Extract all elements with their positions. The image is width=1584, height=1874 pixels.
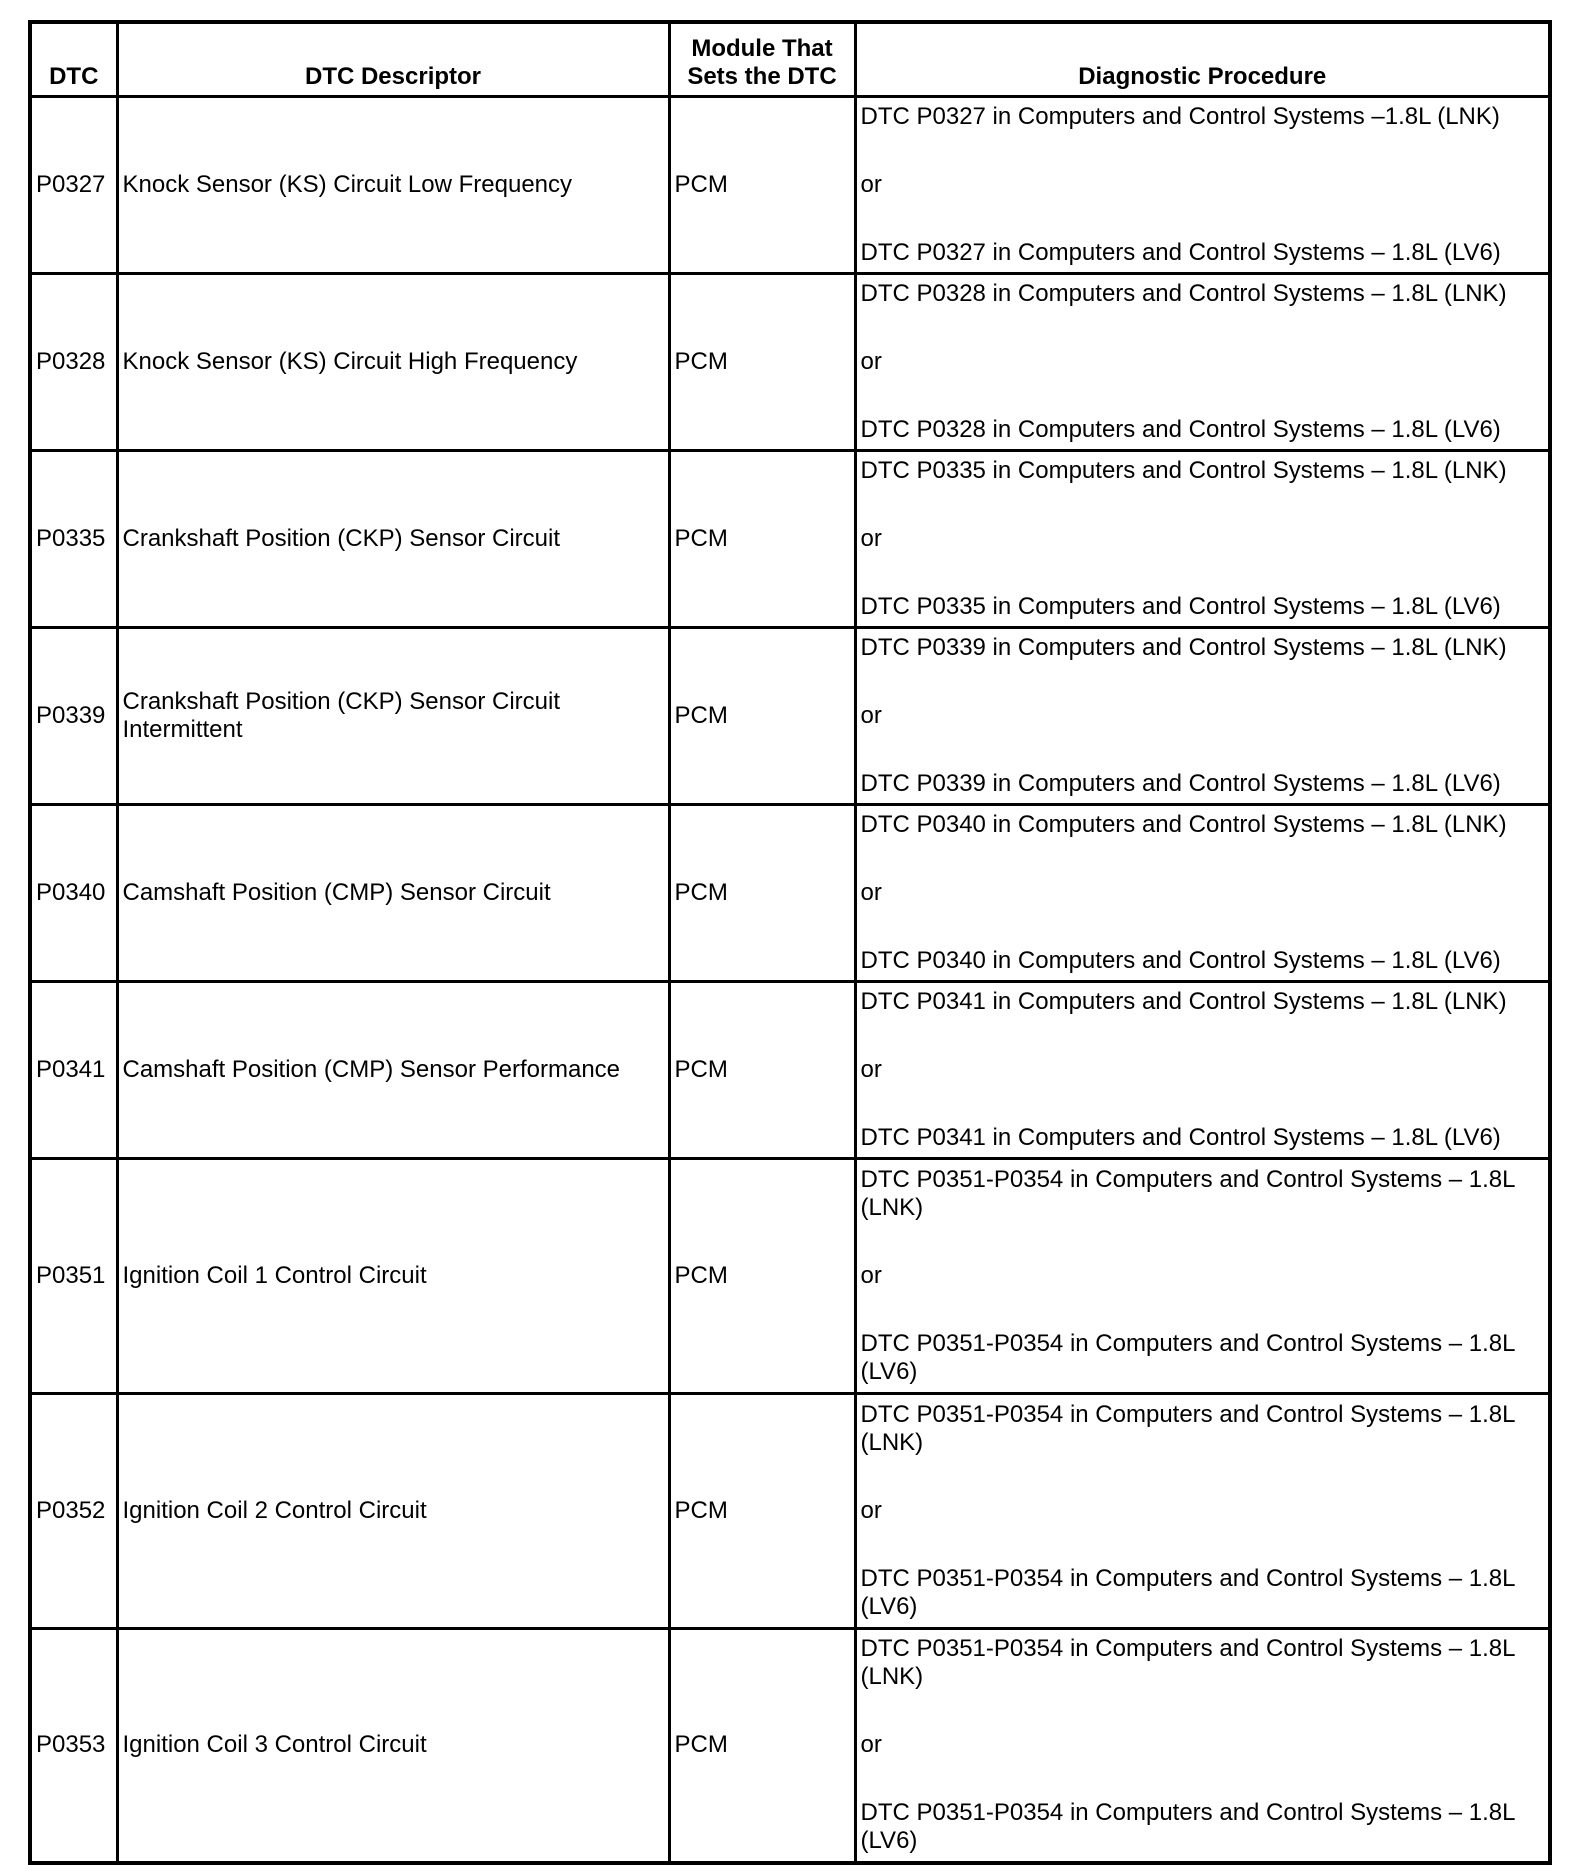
procedure-lnk: DTC P0327 in Computers and Control Systems –1.8L (LNK) (860, 102, 1500, 130)
diagnostic-procedure (855, 450, 1550, 627)
table-row (30, 1393, 1550, 1628)
table-row (30, 96, 1550, 273)
dtc-code: P0327 (30, 96, 117, 273)
dtc-descriptor: Crankshaft Position (CKP) Sensor Circuit Intermittent (117, 627, 669, 804)
header-module: Module That Sets the DTC (669, 22, 855, 96)
dtc-descriptor: Knock Sensor (KS) Circuit High Frequency (117, 273, 669, 450)
procedure-or: or (860, 170, 882, 198)
procedure-lv6: DTC P0341 in Computers and Control Systems – 1.8L (LV6) (860, 1123, 1501, 1151)
dtc-code: P0353 (30, 1628, 117, 1863)
dtc-code: P0335 (30, 450, 117, 627)
diagnostic-procedure (855, 96, 1550, 273)
dtc-code: P0328 (30, 273, 117, 450)
dtc-module: PCM (669, 1158, 855, 1393)
dtc-table (28, 20, 1552, 1865)
procedure-lv6: DTC P0351-P0354 in Computers and Control Systems – 1.8L (LV6) (860, 1564, 1515, 1620)
diagnostic-procedure (855, 1393, 1550, 1628)
diagnostic-procedure (855, 804, 1550, 981)
procedure-lnk: DTC P0328 in Computers and Control Systems – 1.8L (LNK) (860, 279, 1507, 307)
procedure-lv6: DTC P0327 in Computers and Control Systems – 1.8L (LV6) (860, 238, 1501, 266)
procedure-or: or (860, 1731, 882, 1759)
table-header-row (30, 22, 1550, 96)
procedure-lnk: DTC P0351-P0354 in Computers and Control Systems – 1.8L (LNK) (860, 1635, 1515, 1691)
diagnostic-procedure (855, 1628, 1550, 1863)
procedure-or: or (860, 524, 882, 552)
dtc-module: PCM (669, 273, 855, 450)
procedure-or: or (860, 878, 882, 906)
table-row (30, 627, 1550, 804)
table-row (30, 450, 1550, 627)
procedure-lnk: DTC P0340 in Computers and Control Systems – 1.8L (LNK) (860, 810, 1507, 838)
dtc-descriptor: Ignition Coil 1 Control Circuit (117, 1158, 669, 1393)
dtc-descriptor: Camshaft Position (CMP) Sensor Performance (117, 981, 669, 1158)
procedure-or: or (860, 1055, 882, 1083)
procedure-lnk: DTC P0335 in Computers and Control Systems – 1.8L (LNK) (860, 456, 1507, 484)
procedure-lv6: DTC P0351-P0354 in Computers and Control Systems – 1.8L (LV6) (860, 1799, 1515, 1855)
diagnostic-procedure (855, 1158, 1550, 1393)
dtc-descriptor: Crankshaft Position (CKP) Sensor Circuit (117, 450, 669, 627)
table-row (30, 981, 1550, 1158)
procedure-lv6: DTC P0351-P0354 in Computers and Control Systems – 1.8L (LV6) (860, 1329, 1515, 1385)
procedure-or: or (860, 701, 882, 729)
table-row (30, 273, 1550, 450)
dtc-code: P0340 (30, 804, 117, 981)
dtc-module: PCM (669, 627, 855, 804)
dtc-module: PCM (669, 981, 855, 1158)
dtc-module: PCM (669, 804, 855, 981)
table-row (30, 804, 1550, 981)
procedure-lv6: DTC P0339 in Computers and Control Systems – 1.8L (LV6) (860, 769, 1501, 797)
dtc-module: PCM (669, 450, 855, 627)
procedure-lnk: DTC P0351-P0354 in Computers and Control Systems – 1.8L (LNK) (860, 1165, 1515, 1221)
dtc-descriptor: Ignition Coil 3 Control Circuit (117, 1628, 669, 1863)
procedure-or: or (860, 1261, 882, 1289)
dtc-descriptor: Camshaft Position (CMP) Sensor Circuit (117, 804, 669, 981)
header-dtc: DTC (30, 22, 117, 96)
dtc-module: PCM (669, 1628, 855, 1863)
procedure-lv6: DTC P0340 in Computers and Control Systems – 1.8L (LV6) (860, 946, 1501, 974)
table-row (30, 1628, 1550, 1863)
procedure-lnk: DTC P0351-P0354 in Computers and Control Systems – 1.8L (LNK) (860, 1400, 1515, 1456)
dtc-code: P0351 (30, 1158, 117, 1393)
dtc-module: PCM (669, 96, 855, 273)
diagnostic-procedure (855, 981, 1550, 1158)
dtc-module: PCM (669, 1393, 855, 1628)
dtc-descriptor: Knock Sensor (KS) Circuit Low Frequency (117, 96, 669, 273)
dtc-code: P0352 (30, 1393, 117, 1628)
diagnostic-procedure (855, 273, 1550, 450)
procedure-lv6: DTC P0328 in Computers and Control Systems – 1.8L (LV6) (860, 415, 1501, 443)
header-descriptor: DTC Descriptor (117, 22, 669, 96)
procedure-or: or (860, 347, 882, 375)
procedure-or: or (860, 1496, 882, 1524)
header-procedure: Diagnostic Procedure (855, 22, 1550, 96)
diagnostic-procedure (855, 627, 1550, 804)
dtc-descriptor: Ignition Coil 2 Control Circuit (117, 1393, 669, 1628)
procedure-lnk: DTC P0341 in Computers and Control Systems – 1.8L (LNK) (860, 987, 1507, 1015)
procedure-lnk: DTC P0339 in Computers and Control Systems – 1.8L (LNK) (860, 633, 1507, 661)
procedure-lv6: DTC P0335 in Computers and Control Systems – 1.8L (LV6) (860, 592, 1501, 620)
table-row (30, 1158, 1550, 1393)
dtc-code: P0341 (30, 981, 117, 1158)
dtc-code: P0339 (30, 627, 117, 804)
